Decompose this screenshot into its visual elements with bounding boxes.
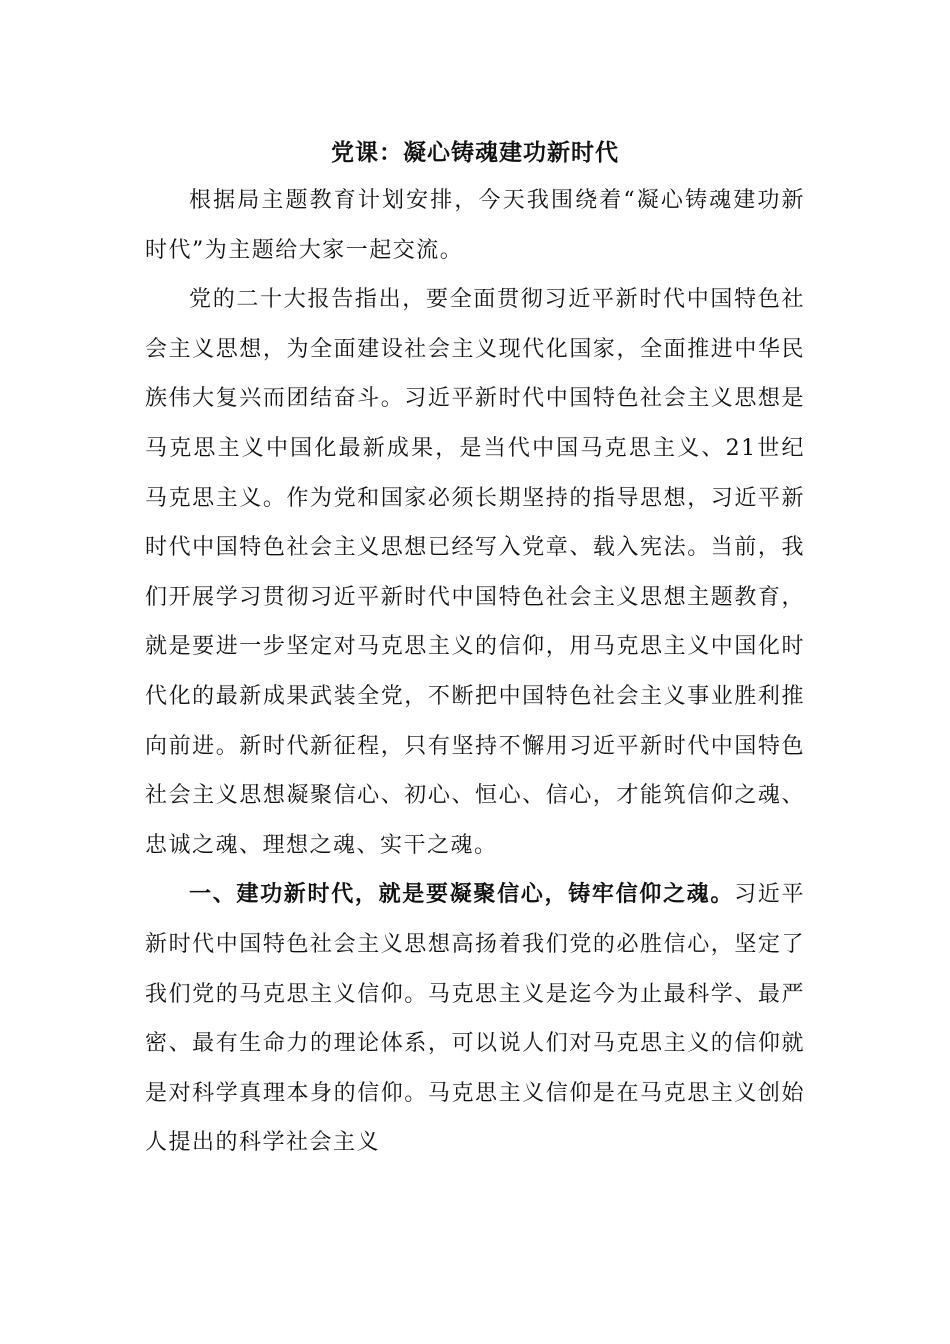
document-page: [145, 130, 805, 1168]
section-one-heading: 一、建功新时代，就是要凝聚信心，铸牢信仰之魂。: [189, 881, 735, 908]
document-title: 党课：凝心铸魂建功新时代: [331, 139, 619, 166]
section-one-text: 习近平新时代中国特色社会主义思想高扬着我们党的必胜信心，坚定了我们党的马克思主义信仰。马克思主义是迄今为止最科学、最严密、最有生命力的理论体系，可以说人们对马克思主义的信仰就是对科学真理本身的信仰。马克思主义信仰是在马克思主义创始人提出的科学社会主义: [145, 882, 805, 1156]
paragraph-intro: [145, 176, 805, 275]
paragraph-report-text: 党的二十大报告指出，要全面贯彻习近平新时代中国特色社会主义思想，为全面建设社会主义现代化国家，全面推进中华民族伟大复兴而团结奋斗。习近平新时代中国特色社会主义思想是马克思主义中国化最新成果，是当代中国马克思主义、21世纪马克思主义。作为党和国家必须长期坚持的指导思想，习近平新时代中国特色社会主义思想已经写入党章、载入宪法。当前，我们开展学习贯彻习近平新时代中国特色社会主义思想主题教育，就是要进一步坚定对马克思主义的信仰，用马克思主义中国化时代化的最新成果武装全党，不断把中国特色社会主义事业胜利推向前进。新时代新征程，只有坚持不懈用习近平新时代中国特色社会主义思想凝聚信心、初心、恒心、信心，才能筑信仰之魂、忠诚之魂、理想之魂、实干之魂。: [145, 287, 805, 858]
paragraph-section-one: [145, 870, 805, 1168]
paragraph-report: [145, 275, 805, 870]
paragraph-intro-text: 根据局主题教育计划安排，今天我围绕着“凝心铸魂建功新时代”为主题给大家一起交流。: [145, 188, 805, 263]
